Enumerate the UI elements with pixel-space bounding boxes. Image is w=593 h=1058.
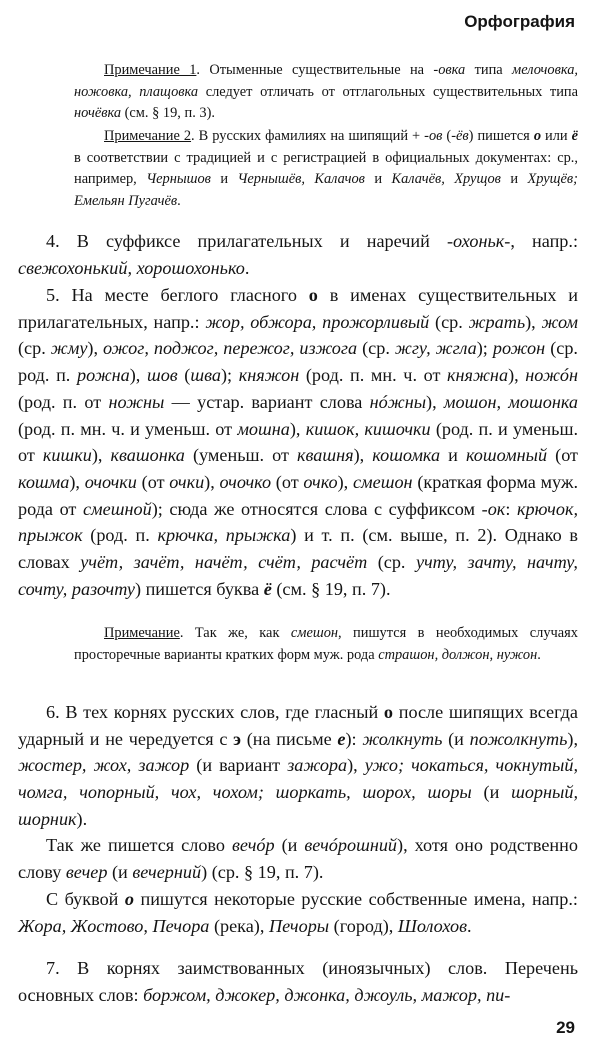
paragraph-7: 7. В корнях заимствованных (иноязычных) слов. Перечень основных слов: боржом, джокер, джонка, джоуль, мажор, пи-: [18, 958, 578, 1005]
note-1: Примечание 1. Отыменные существительные на -овка типа мелочовка, ножовка, плащовка следует отличать от отглагольных существительных типа ночёвка (см. § 19, п. 3).: [74, 62, 579, 121]
note-3: Примечание. Так же, как смешон, пишутся в необходимых случаях просторечные варианты кратких форм муж. рода страшон, должон, нужон.: [74, 625, 578, 663]
paragraph-4: 4. В суффиксе прилагательных и наречий -охоньк-, напр.: свежохонький, хорошохонько.: [18, 231, 578, 278]
paragraph-6: 6. В тех корнях русских слов, где гласный о после шипящих всегда ударный и не чередуется с э (на письме е): жолкнуть (и пожолкнуть), жостер, жох, зажор (и вариант зажора), ужо; чокаться, чокнутый, чомга, чопорный, чох, чохом; шоркать, шорох, шоры (и шорный, шорник).: [18, 702, 578, 829]
paragraph-5: 5. На месте беглого гласного о в именах существительных и прилагательных, напр.: жор, обжора, прожорливый (ср. жрать), жом (ср. жму), ожог, поджог, пережог, изжога (ср. жгу, жгла); рожон (ср. род. п. рожна), шов (шва); княжон (род. п. мн. ч. от княжна), ножóн (род. п. от ножны — устар. вариант слова нóжны), мошон, мошонка (род. п. мн. ч. и уменьш. от мошна), кишок, кишочки (род. п. и уменьш. от кишки), квашонка (уменьш. от квашня), кошомка и кошомный (от кошма), очочки (от очки), очочко (от очко), смешон (краткая форма муж. рода от смешной); сюда же относятся слова с суффиксом -ок: крючок, прыжок (род. п. крючка, прыжка) и т. п. (см. выше, п. 2). Однако в словах учёт, зачёт, начёт, счёт, расчёт (ср. учту, зачту, начту, сочту, разочту) пишется буква ё (см. § 19, п. 7).: [18, 285, 579, 599]
note-2: Примечание 2. В русских фамилиях на шипящий + -ов (-ёв) пишется о или ё в соответствии с традицией и с регистрацией в официальных документах: ср., например, Чернышов и Чернышёв, Калачов и Калачёв, Хрущов и Хрущёв; Емельян Пугачёв.: [74, 128, 579, 209]
paragraph-6-continuation: Так же пишется слово вечóр (и вечóрошний), хотя оно родственно слову вечер (и вечерний) (ср. § 19, п. 7).: [18, 835, 578, 882]
paragraph-6-proper-names: С буквой о пишутся некоторые русские собственные имена, напр.: Жора, Жостово, Печора (река), Печоры (город), Шолохов.: [18, 889, 578, 936]
page-number: 29: [556, 1018, 575, 1037]
running-header: Орфография: [464, 12, 575, 31]
